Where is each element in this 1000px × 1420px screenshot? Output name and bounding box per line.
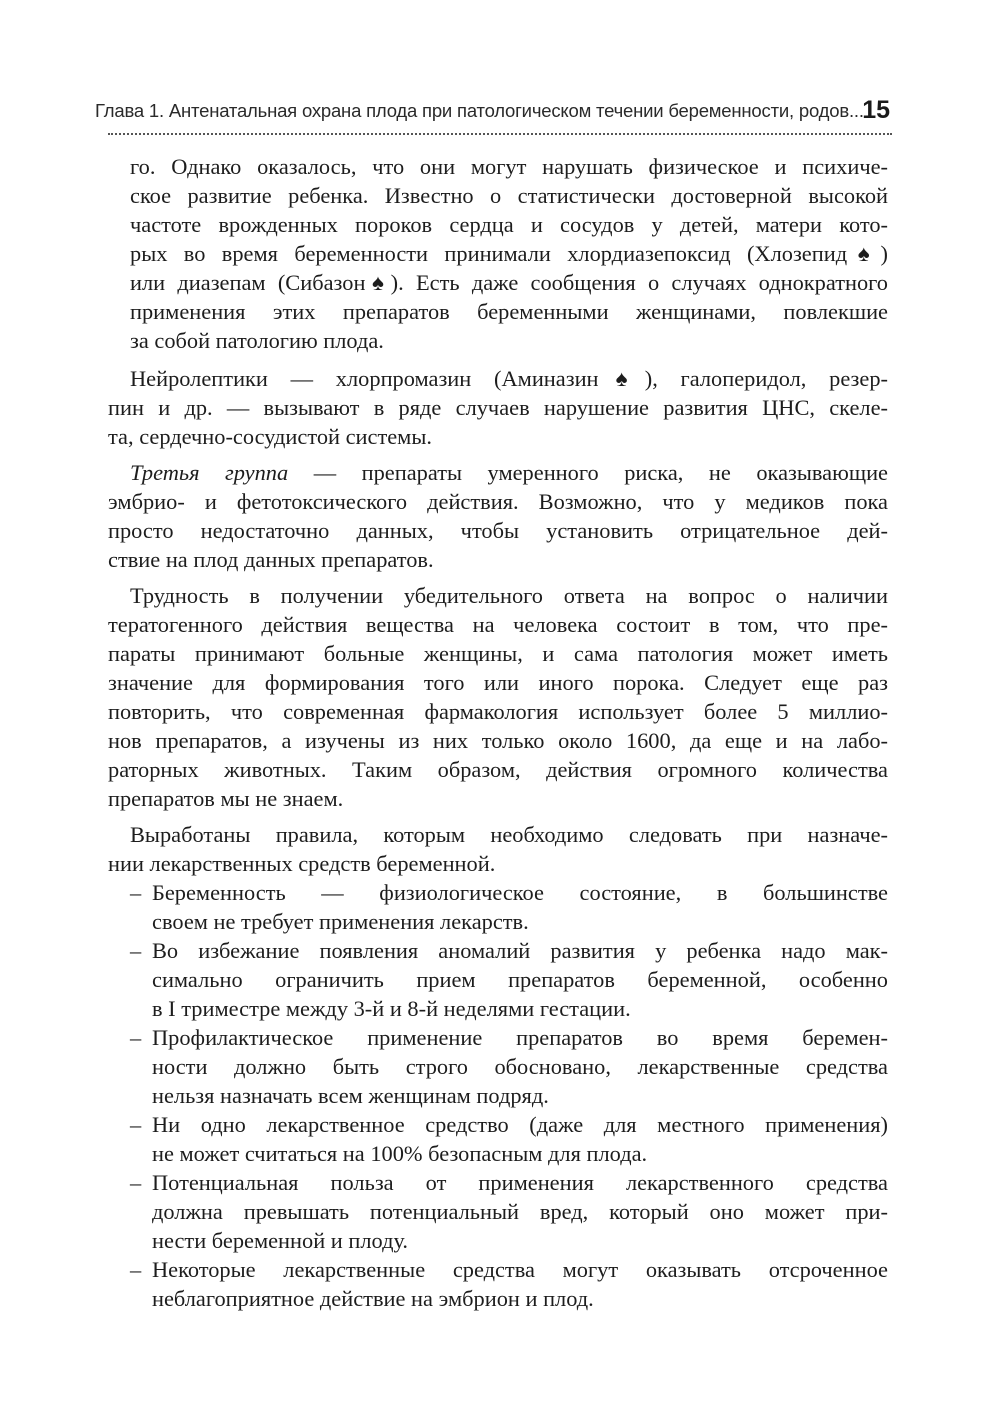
paragraph: [130, 152, 888, 355]
list-line: неблагоприятное действие на эмбрион и плод.: [152, 1286, 594, 1311]
text-line: [108, 458, 888, 487]
dash-marker: –: [130, 1112, 142, 1137]
body-text-2: [108, 357, 888, 1313]
list-item: [108, 1023, 888, 1110]
list-line: [130, 1110, 888, 1139]
text-line: пин и др. — вызывают в ряде случаев нарушение развития ЦНС, скеле-: [108, 395, 888, 420]
italic-lead: Третья группа: [130, 460, 289, 485]
list-line-text: Потенциальная польза от применения лекарственного средства: [152, 1170, 888, 1195]
text-line: частоте врожденных пороков сердца и сосудов у детей, матери кото-: [130, 212, 888, 237]
text-line: ствие на плод данных препаратов.: [108, 547, 434, 572]
text-line: нии лекарственных средств беременной.: [108, 851, 496, 876]
text-line: та, сердечно-сосудистой системы.: [108, 424, 432, 449]
list-line-text: Ни одно лекарственное средство (даже для местного применения): [152, 1112, 888, 1137]
list-line-text: Профилактическое применение препаратов во время беремен-: [152, 1025, 888, 1050]
list-line: [130, 936, 888, 965]
paragraph: [108, 820, 888, 878]
text-line: значение для формирования того или иного порока. Следует еще раз: [108, 670, 888, 695]
running-title: Глава 1. Антенатальная охрана плода при патологическом течении беременности, родов...: [95, 100, 864, 121]
text-line-rest: — препараты умеренного риска, не оказывающие: [288, 460, 888, 485]
text-line: препаратов мы не знаем.: [108, 786, 344, 811]
paragraph: [108, 581, 888, 813]
list-line: должна превышать потенциальный вред, который оно может при-: [152, 1199, 888, 1224]
text-line: повторить, что современная фармакология использует более 5 миллио-: [108, 699, 888, 724]
text-line: применения этих препаратов беременными женщинами, повлекшие: [130, 299, 888, 324]
list-line: [130, 878, 888, 907]
text-line: за собой патологию плода.: [130, 328, 384, 353]
text-line: го. Однако оказалось, что они могут нарушать физическое и психиче-: [130, 154, 888, 179]
list-item: [108, 1255, 888, 1313]
text-line: ское развитие ребенка. Известно о статистически достоверной высокой: [130, 183, 888, 208]
paragraph: [108, 364, 888, 451]
list-item: [108, 1168, 888, 1255]
dash-marker: –: [130, 938, 142, 963]
text-line: Нейролептики — хлорпромазин (Аминазин♠), галоперидол, резер-: [130, 366, 888, 391]
text-line: или диазепам (Сибазон♠). Есть даже сообщения о случаях однократного: [130, 270, 888, 295]
dash-marker: –: [130, 880, 142, 905]
dash-marker: –: [130, 1170, 142, 1195]
paragraph: [108, 458, 888, 574]
text-line: Трудность в получении убедительного ответа на вопрос о наличии: [130, 583, 888, 608]
list-line: не может считаться на 100% безопасным для плода.: [152, 1141, 648, 1166]
text-line: рых во время беременности принимали хлордиазепоксид (Хлозепид♠): [130, 241, 888, 266]
list-line: [130, 1255, 888, 1284]
list-line: своем не требует применения лекарств.: [152, 909, 529, 934]
text-line: нов препаратов, а изучены из них только около 1600, да еще и на лабо-: [108, 728, 888, 753]
list-item: [108, 878, 888, 936]
list-line: нести беременной и плоду.: [152, 1228, 409, 1253]
page-number: 15: [862, 96, 890, 124]
list-line: ности должно быть строго обосновано, лекарственные средства: [152, 1054, 888, 1079]
list-item: [108, 936, 888, 1023]
list-line: [130, 1023, 888, 1052]
text-line: тератогенного действия вещества на человека состоит в том, что пре-: [108, 612, 888, 637]
text-line: параты принимают больные женщины, и сама патология может иметь: [108, 641, 888, 666]
dash-marker: –: [130, 1257, 142, 1282]
rules-list: [108, 878, 888, 1313]
list-line: симально ограничить прием препаратов беременной, особенно: [152, 967, 888, 992]
list-line: нельзя назначать всем женщинам подряд.: [152, 1083, 549, 1108]
dotted-rule: [108, 133, 892, 135]
text-line: эмбрио- и фетотоксического действия. Возможно, что у медиков пока: [108, 489, 888, 514]
dash-marker: –: [130, 1025, 142, 1050]
text-line: Выработаны правила, которым необходимо следовать при назначе-: [130, 822, 888, 847]
list-line-text: Во избежание появления аномалий развития у ребенка надо мак-: [152, 938, 888, 963]
list-line-text: Некоторые лекарственные средства могут оказывать отсроченное: [152, 1257, 888, 1282]
text-line: просто недостаточно данных, чтобы установить отрицательное дей-: [108, 518, 888, 543]
body-text: [130, 152, 888, 355]
list-item: [108, 1110, 888, 1168]
list-line-text: Беременность — физиологическое состояние, в большинстве: [152, 880, 888, 905]
list-line: [130, 1168, 888, 1197]
list-line: в I триместре между 3-й и 8-й неделями гестации.: [152, 996, 631, 1021]
text-line: раторных животных. Таким образом, действия огромного количества: [108, 757, 888, 782]
